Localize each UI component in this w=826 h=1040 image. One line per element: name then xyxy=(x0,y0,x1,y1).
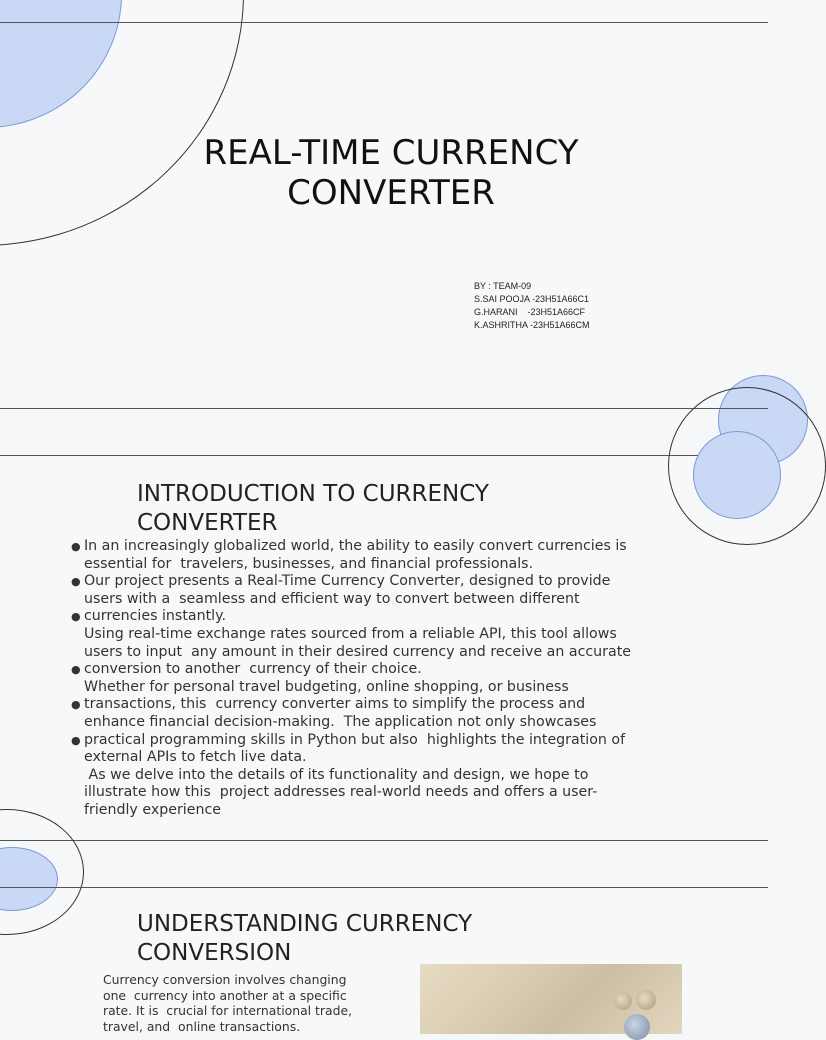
intro-line xyxy=(84,767,684,785)
intro-line-text: transactions, this currency converter aims to simplify the process and xyxy=(84,696,586,713)
introduction-heading xyxy=(137,480,557,538)
title-line: CONVERTER xyxy=(287,173,495,213)
coin-image xyxy=(636,990,656,1010)
team-credits xyxy=(474,280,590,332)
intro-line-text: users to input any amount in their desired currency and receive an accurate xyxy=(84,643,631,660)
slide-title-heading xyxy=(0,133,782,213)
intro-line xyxy=(71,608,684,626)
intro-line xyxy=(84,749,684,767)
intro-line xyxy=(84,556,684,574)
title-line: CONVERSION xyxy=(137,940,292,966)
intro-line xyxy=(84,679,684,697)
paragraph-line: travel, and online transactions. xyxy=(103,1018,301,1034)
title-line: CONVERTER xyxy=(137,510,278,536)
intro-line xyxy=(84,591,684,609)
intro-line-text: currencies instantly. xyxy=(84,608,226,625)
paragraph-line: one currency into another at a specific xyxy=(103,987,347,1003)
intro-line xyxy=(84,626,684,644)
intro-line-text: conversion to another currency of their choice. xyxy=(84,661,422,678)
intro-line-text: friendly experience xyxy=(84,801,221,818)
intro-line-text: users with a seamless and efficient way to convert between different xyxy=(84,590,580,607)
team-line: S.SAI POOJA -23H51A66C1 xyxy=(474,294,590,304)
intro-line-text: illustrate how this project addresses real-world needs and offers a user- xyxy=(84,784,598,801)
intro-line xyxy=(71,661,684,679)
understanding-heading xyxy=(137,910,557,968)
introduction-body xyxy=(71,538,684,820)
bullet-icon: ● xyxy=(71,663,81,677)
team-line: BY : TEAM-09 xyxy=(474,281,532,291)
intro-line-text: In an increasingly globalized world, the ability to easily convert currencies is xyxy=(84,538,627,554)
bullet-icon: ● xyxy=(71,698,81,712)
intro-line-text: practical programming skills in Python but also highlights the integration of xyxy=(84,731,626,748)
title-line: UNDERSTANDING CURRENCY xyxy=(137,911,473,937)
intro-line-text: As we delve into the details of its functionality and design, we hope to xyxy=(84,766,589,783)
conversion-paragraph xyxy=(103,972,383,1034)
slide-border xyxy=(0,887,768,888)
intro-line xyxy=(84,802,684,820)
slide-border xyxy=(0,840,768,841)
team-line: G.HARANI -23H51A66CF xyxy=(474,307,586,317)
intro-line-text: Whether for personal travel budgeting, online shopping, or business xyxy=(84,678,569,695)
intro-line xyxy=(71,731,684,750)
slide-border xyxy=(0,455,768,456)
intro-line-text: enhance financial decision-making. The application not only showcases xyxy=(84,713,597,730)
paragraph-line: Currency conversion involves changing xyxy=(103,972,347,987)
intro-line xyxy=(71,573,684,591)
coin-image xyxy=(614,992,632,1010)
intro-line-text: Our project presents a Real-Time Currency Converter, designed to provide xyxy=(84,573,611,590)
coin-image xyxy=(624,1014,650,1040)
intro-line xyxy=(84,714,684,732)
intro-line-text: Using real-time exchange rates sourced from a reliable API, this tool allows xyxy=(84,625,617,642)
slide-border xyxy=(0,408,768,409)
intro-line xyxy=(71,538,684,556)
intro-line xyxy=(84,644,684,662)
slide-title xyxy=(0,0,768,408)
intro-line-text: essential for travelers, businesses, and financial professionals. xyxy=(84,555,534,572)
decorative-circle xyxy=(693,431,781,519)
bullet-icon: ● xyxy=(71,733,81,747)
intro-line xyxy=(71,696,684,714)
paragraph-line: rate. It is crucial for international trade, xyxy=(103,1003,353,1019)
divider-line xyxy=(0,22,768,23)
world-map-coins-image xyxy=(420,964,682,1034)
title-line: REAL-TIME CURRENCY xyxy=(203,133,579,173)
bullet-icon: ● xyxy=(71,575,81,589)
title-line: INTRODUCTION TO CURRENCY xyxy=(137,481,489,507)
slide-understanding xyxy=(0,887,768,1034)
bullet-icon: ● xyxy=(71,540,81,553)
bullet-icon: ● xyxy=(71,610,81,624)
team-line: K.ASHRITHA -23H51A66CM xyxy=(474,320,590,330)
intro-line-text: external APIs to fetch live data. xyxy=(84,749,307,766)
slide-introduction xyxy=(0,455,768,840)
intro-line xyxy=(84,784,684,802)
